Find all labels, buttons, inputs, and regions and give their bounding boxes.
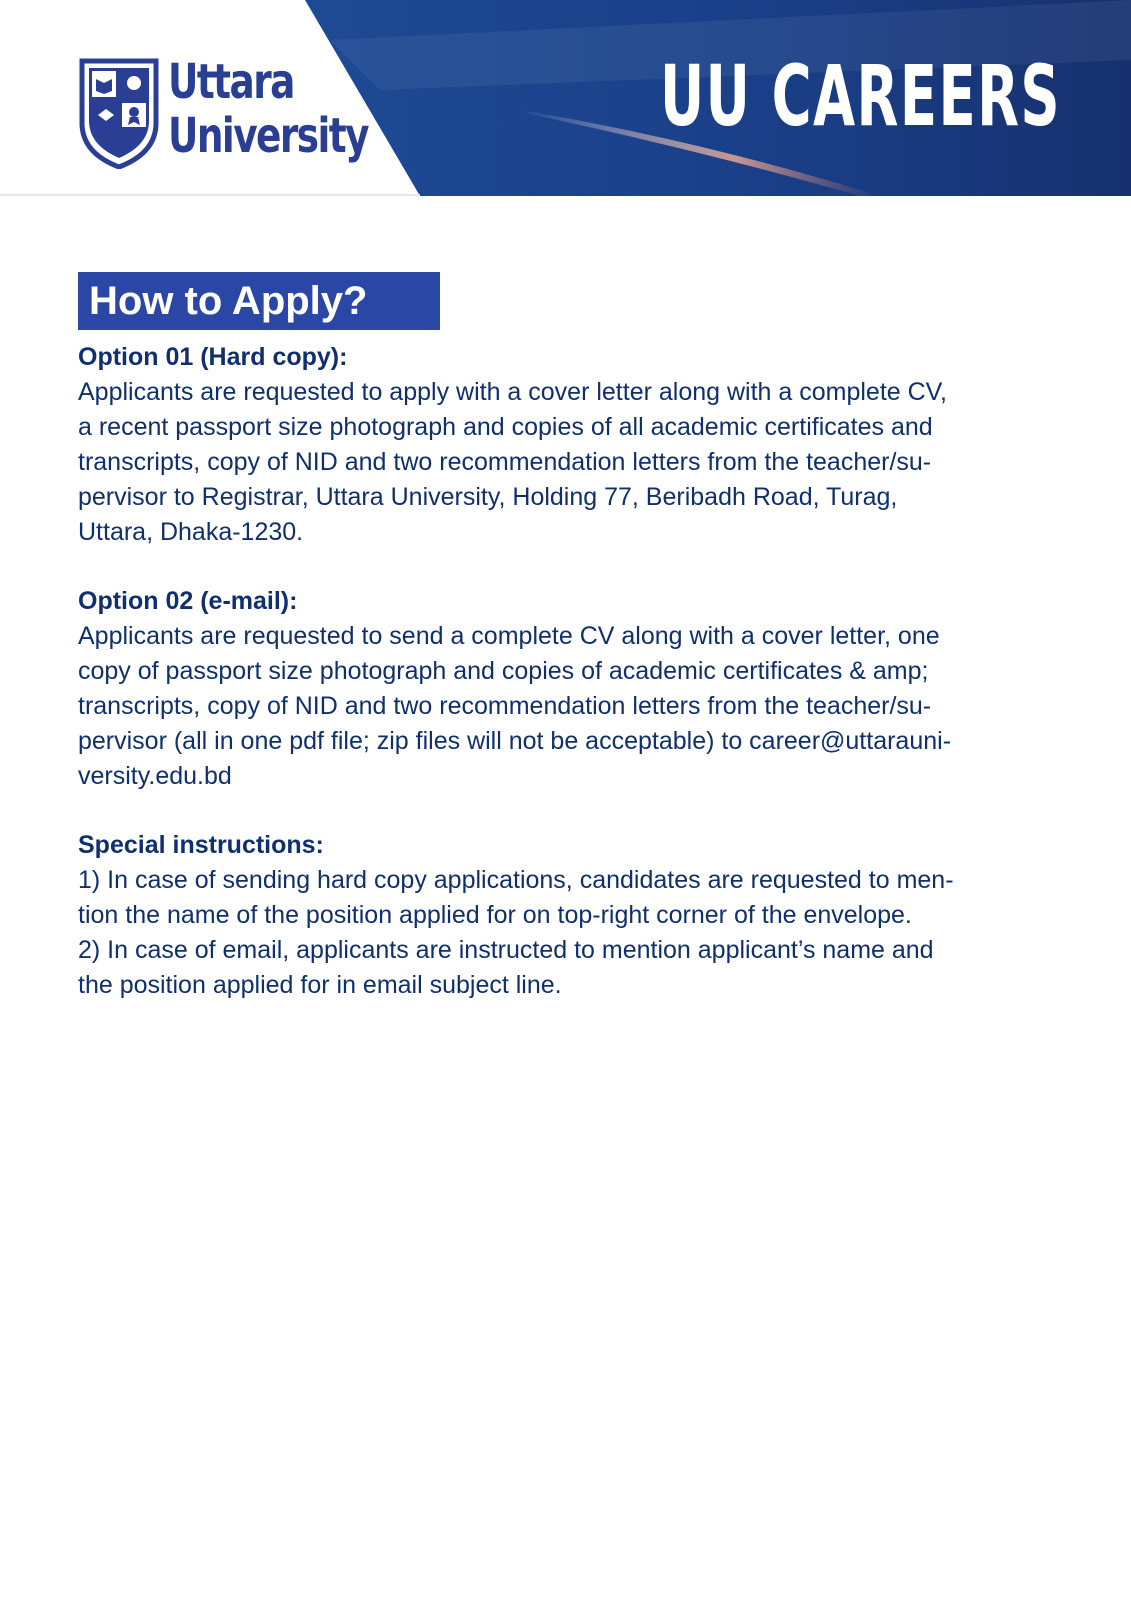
- option-hard-copy-title: Option 01 (Hard copy):: [78, 343, 348, 371]
- special-instructions: [78, 828, 1068, 1003]
- banner-title: UU CAREERS: [659, 47, 1061, 145]
- logo-wordmark: [168, 55, 424, 163]
- header-banner: [0, 0, 1131, 196]
- header-divider: [0, 194, 420, 196]
- logo-line-university: University: [168, 108, 368, 164]
- logo-line-uttara: Uttara: [168, 54, 294, 110]
- special-instructions-body: 1) In case of sending hard copy applications, candidates are requested to men- tion the name of the position applied for on top-right corner of the envelope. 2) In case of email, applicants are instructed to mention applicant’s name and the position applied for in email subject line.: [78, 866, 954, 999]
- option-hard-copy: [78, 340, 1068, 550]
- option-email-title: Option 02 (e-mail):: [78, 587, 298, 615]
- section-heading: How to Apply?: [78, 272, 440, 330]
- special-instructions-title: Special instructions:: [78, 831, 324, 859]
- content-body: [78, 340, 1068, 1037]
- university-logo: [78, 55, 378, 170]
- option-email: [78, 584, 1068, 794]
- option-hard-copy-body: Applicants are requested to apply with a cover letter along with a complete CV, a recent passport size photograph and copies of all academic certificates and transcripts, copy of NID and two recommendation letters from the teacher/su- pervisor to Registrar, Uttara University, Holding 77, Beribadh Road, Turag, Uttara, Dhaka-1230.: [78, 378, 948, 546]
- shield-crest-icon: [78, 57, 160, 169]
- option-email-body: Applicants are requested to send a complete CV along with a cover letter, one copy of passport size photograph and copies of academic certificates & amp; transcripts, copy of NID and two recommendation letters from the teacher/su- pervisor (all in one pdf file; zip files will not be acceptable) to career@uttarauni- versity.edu.bd: [78, 622, 952, 790]
